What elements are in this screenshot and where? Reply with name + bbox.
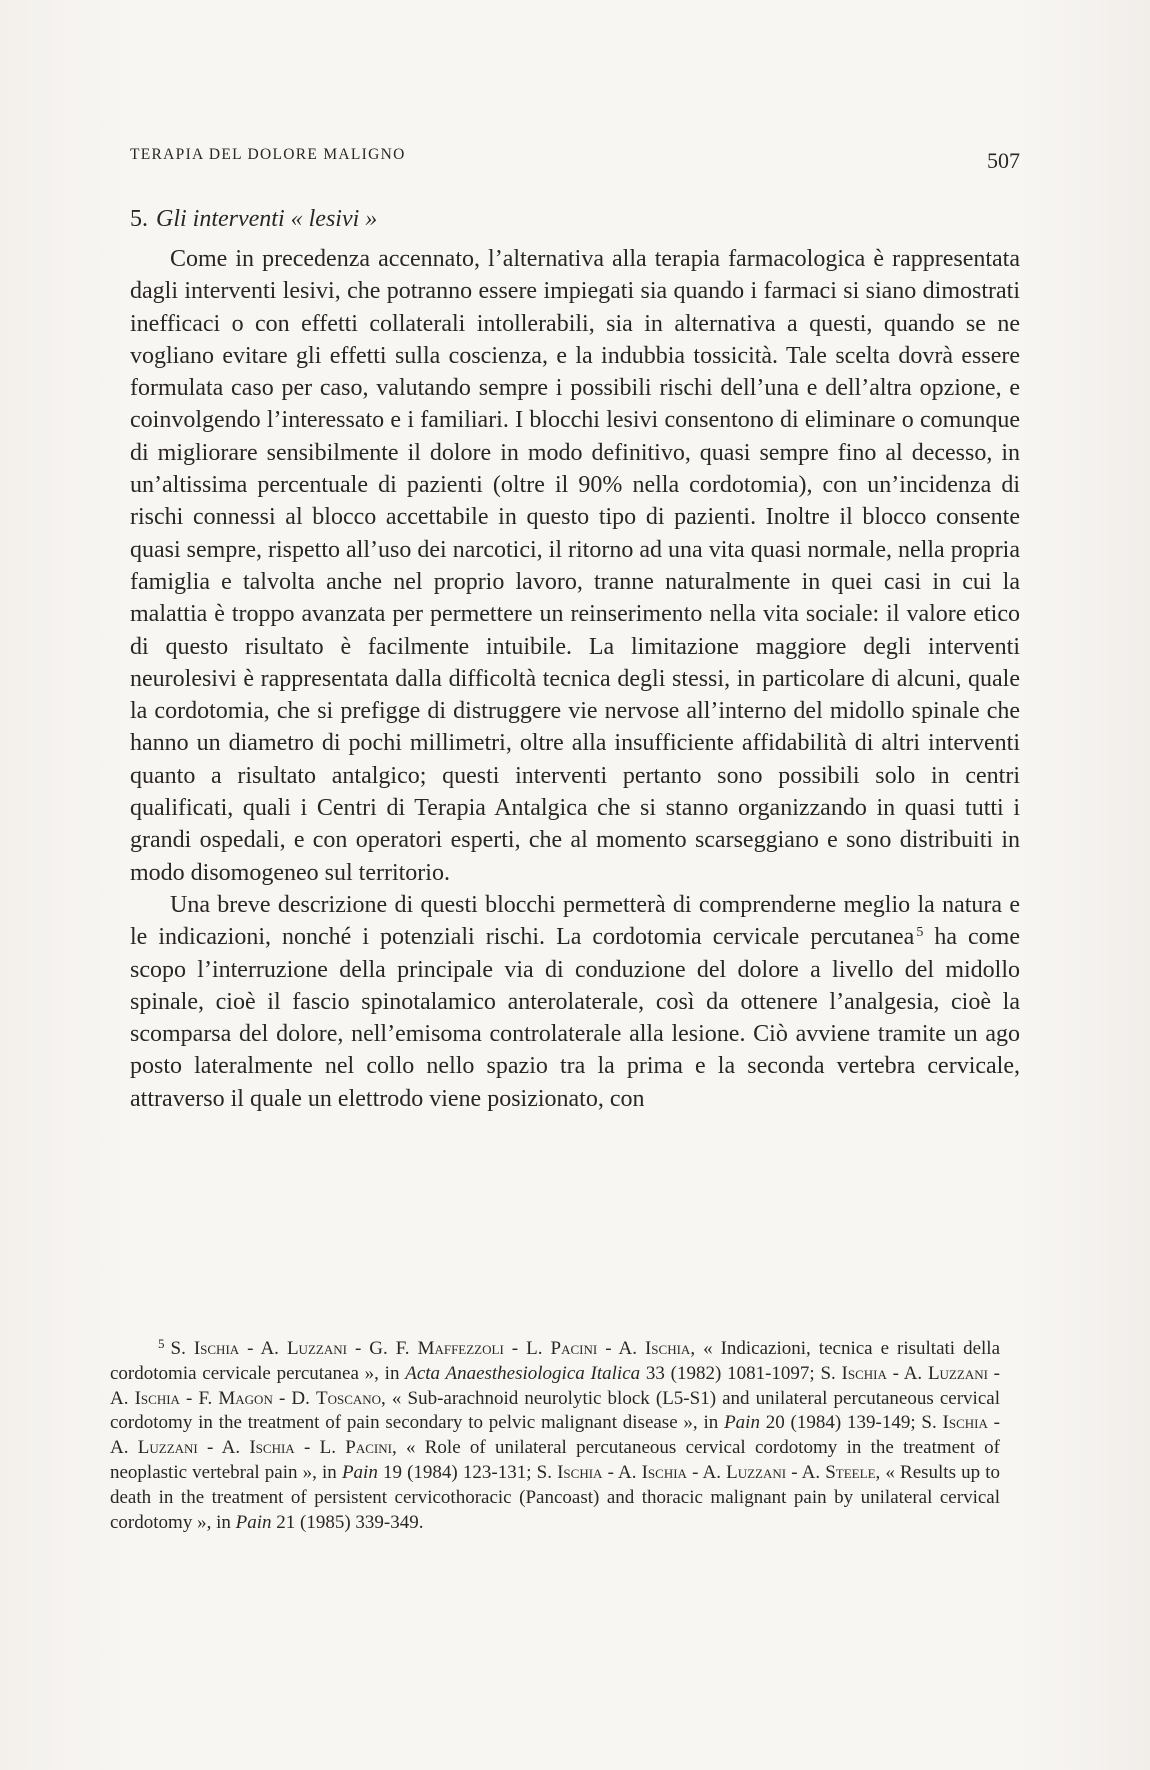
- author-name: Ischia: [557, 1461, 603, 1483]
- paragraph-2-text-b: ha come scopo l’interruzione della principale via di conduzione del dolore a livello del midollo spinale, cioè il fascio spinotalamico anterolaterale, così da ottenere l’analgesia, cioè la scomparsa del dolore, nell’emisoma controlaterale alla lesione. Ciò avviene tramite un ago posto lateralmente nel collo nello spazio tra la prima e la seconda vertebra cervicale, attraverso il quale un elettrodo viene posizionato, con: [130, 924, 1021, 1112]
- paragraph-1: Come in precedenza accennato, l’alternativa alla terapia farmacologica è rappresentata dagli interventi lesivi, che potranno essere impiegati sia quando i farmaci si siano dimostrati inefficaci o con effetti collaterali intollerabili, sia in alternativa a questi, quando se ne vogliano evitare gli effetti sulla coscienza, e la indubbia tossicità. Tale scelta dovrà essere formulata caso per caso, valutando sempre i possibili rischi dell’una e dell’altra opzione, e coinvolgendo l’interessato e i familiari. I blocchi lesivi consentono di eliminare o comunque di migliorare sensibilmente il dolore in modo definitivo, quasi sempre fino al decesso, in un’altissima percentuale di pazienti (oltre il 90% nella cordotomia), con un’incidenza di rischi connessi al blocco accettabile in questo tipo di pazienti. Inoltre il blocco consente quasi sempre, rispetto all’uso dei narcotici, il ritorno ad una vita quasi normale, nella propria famiglia e talvolta anche nel proprio lavoro, tranne naturalmente in quei casi in cui la malattia è troppo avanzata per permettere un reinserimento nella vita sociale: il valore etico di questo risultato è facilmente intuibile. La limitazione maggiore degli interventi neurolesivi è rappresentata dalla difficoltà tecnica degli stessi, in particolare di alcuni, quale la cordotomia, che si prefigge di distruggere vie nervose all’interno del midollo spinale che hanno un diametro di pochi millimetri, oltre alla insufficiente affidabilità di altri interventi quanto a risultato antalgico; questi interventi pertanto sono possibili solo in centri qualificati, quali i Centri di Terapia Antalgica che si stanno organizzando in quasi tutti i grandi ospedali, e con operatori esperti, che al momento scarseggiano e sono distribuiti in modo disomogeneo sul territorio.: [130, 246, 1020, 886]
- author-name: Ischia: [644, 1338, 691, 1359]
- author-name: Steele: [825, 1461, 876, 1483]
- author-name: Pacini: [345, 1437, 392, 1459]
- footnote-text: 21 (1985) 339-349.: [271, 1511, 424, 1533]
- paragraph-2-text-a: Una breve descrizione di questi blocchi permetterà di comprenderne meglio la natura e le indicazioni, nonché i potenziali rischi. La cordotomia cervicale percutanea: [130, 891, 1020, 951]
- author-name: Ischia: [193, 1338, 240, 1359]
- footnote-text: - A.: [197, 1437, 250, 1459]
- footnote-text: , « Sub-arachnoid neurolytic block (L5-S1) and unilateral percutaneous cervical cordotomy in the treatment of pain secondary to pelvic malignant disease », in: [110, 1387, 1000, 1434]
- footnote-text: - A.: [602, 1461, 642, 1483]
- author-name: Maffezzoli: [417, 1338, 504, 1359]
- footnote-text: S.: [170, 1338, 194, 1359]
- footnote-body: [110, 1338, 1000, 1533]
- footnote-marker: 5: [158, 1336, 165, 1351]
- section-heading: [130, 206, 1020, 233]
- footnote-text: - A.: [686, 1461, 727, 1483]
- footnote: [110, 1337, 1000, 1535]
- footnote-text: - A.: [239, 1338, 287, 1359]
- footnote-text: - A.: [110, 1362, 1001, 1409]
- footnote-text: 19 (1984) 123-131; S.: [377, 1461, 558, 1483]
- footnote-text: - A.: [786, 1461, 826, 1483]
- footnote-text: , « Role of unilateral percutaneous cervical cordotomy in the treatment of neoplastic vertebral pain », in: [110, 1437, 1001, 1483]
- author-name: Ischia: [134, 1387, 180, 1409]
- footnote-text: 20 (1984) 139-149; S.: [759, 1412, 943, 1434]
- author-name: Luzzani: [286, 1338, 347, 1359]
- section-title: Gli interventi « lesivi »: [156, 206, 378, 232]
- footnote-reference: 5: [916, 925, 924, 941]
- author-name: Luzzani: [726, 1461, 787, 1483]
- footnote-text: 33 (1982) 1081-1097; S.: [640, 1362, 842, 1384]
- journal-title: Pain: [235, 1511, 272, 1533]
- footnote-text: - A.: [597, 1338, 645, 1359]
- author-name: Ischia: [841, 1362, 887, 1384]
- footnote-text: - F.: [179, 1387, 219, 1409]
- author-name: Ischia: [942, 1412, 988, 1434]
- footnote-text: - L.: [503, 1338, 551, 1359]
- footnote-text: - D.: [272, 1387, 316, 1409]
- main-text: [130, 206, 1020, 1115]
- journal-title: Pain: [341, 1461, 378, 1483]
- section-number: 5.: [130, 206, 148, 232]
- journal-title: Pain: [724, 1412, 760, 1434]
- running-title: TERAPIA DEL DOLORE MALIGNO: [130, 146, 406, 163]
- footnote-text: , « Indicazioni, tecnica e risultati della cordotomia cervicale percutanea », in: [110, 1338, 1001, 1384]
- paragraph-2: [130, 889, 1020, 1115]
- author-name: Luzzani: [137, 1437, 198, 1459]
- author-name: Luzzani: [927, 1362, 988, 1384]
- author-name: Ischia: [249, 1437, 295, 1459]
- author-name: Pacini: [550, 1338, 598, 1359]
- author-name: Ischia: [641, 1461, 687, 1483]
- journal-title: Acta Anaesthesiologica Italica: [405, 1362, 641, 1384]
- footnote-text: - L.: [294, 1437, 346, 1459]
- footnote-text: - A.: [110, 1412, 1001, 1459]
- page-number: 507: [987, 148, 1020, 173]
- footnote-text: - A.: [886, 1362, 928, 1384]
- author-name: Magon: [218, 1387, 273, 1409]
- footnote-text: , « Results up to death in the treatment of persistent cervicothoracic (Pancoast) and thoracic malignant pain by unilateral cervical cordotomy », in: [110, 1461, 1001, 1533]
- author-name: Toscano: [315, 1387, 382, 1409]
- footnote-text: - G. F.: [346, 1338, 418, 1359]
